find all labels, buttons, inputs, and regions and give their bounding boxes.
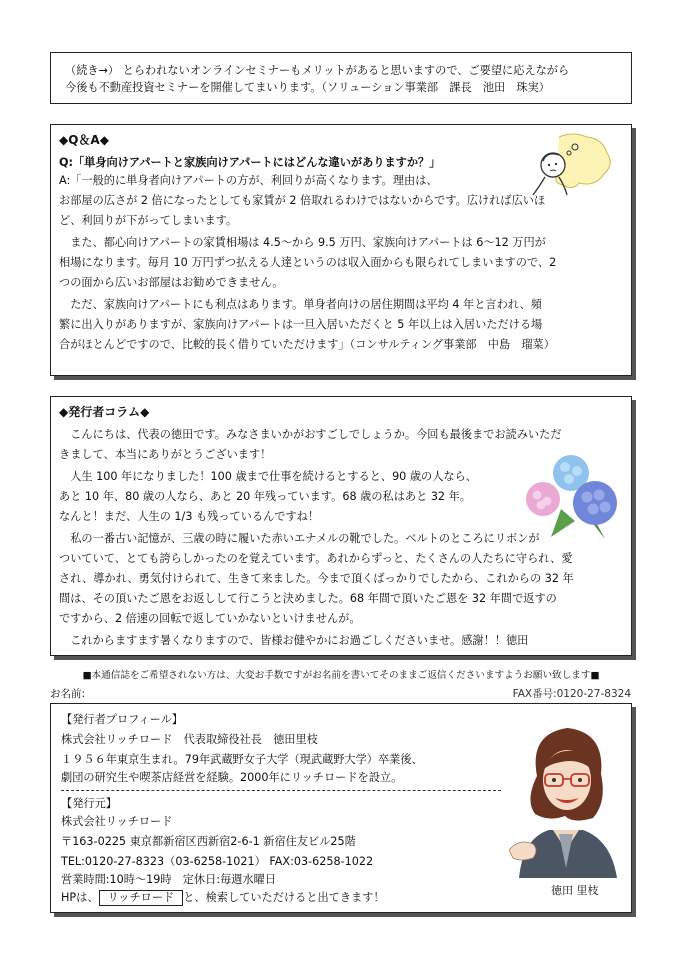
qa-line-9: 合がほとんどですので、比較的長く借りていただけます」（コンサルティング事業部 中島 瑠菜） (59, 338, 555, 351)
qa-line-4: また、都心向けアパートの家賃相場は 4.5～から 9.5 万円、家族向けアパートは 6～12 万円が (59, 236, 546, 249)
dashed-divider (61, 790, 501, 791)
qa-line-7: ただ、家族向けアパートにも利点はあります。単身者向けの居住期間は平均 4 年と言われ、頻 (59, 298, 542, 311)
publisher-address: 〒163-0225 東京都新宿区西新宿2-6-1 新宿住友ビル25階 (61, 835, 356, 848)
hydrangea-illustration (521, 451, 627, 541)
qa-line-2: お部屋の広さが 2 倍になったとしても家賃が 2 倍取れるわけではないからです。広ければ広いほ (59, 194, 546, 207)
column-line-9: 間は、その頂いたご恩をお返しして行こうと決めました。68 年間で頂いたご恩を 32 年間で返すの (59, 592, 557, 605)
continuation-line-2: 今後も不動産投資セミナーを開催してまいります。（ソリューション事業部 課長 池田 珠実） (65, 81, 550, 94)
qa-line-5: 相場になります。毎月 10 万円ずつ払える人達というのは収入面からも限られてしまいますので、2 (59, 256, 557, 269)
publisher-phone-fax: TEL:0120-27-8323（03-6258-1021） FAX:03-6258-1022 (61, 855, 374, 868)
column-line-10: ですから、2 倍速の回転で返していかないといけませんが。 (59, 612, 361, 625)
hp-prefix: HPは、 (61, 891, 99, 904)
thinking-person-illustration (529, 131, 615, 197)
column-heading: ◆発行者コラム◆ (59, 405, 150, 419)
hp-search-line (61, 890, 385, 906)
publisher-heading: 【発行元】 (61, 797, 117, 810)
fax-number: FAX番号:0120-27-8324 (512, 688, 631, 700)
qa-box (50, 124, 632, 376)
column-line-8: され、導かれ、勇気付けられて、生きて来ました。今まで頂くばっかりでしたから、これからの 32 年 (59, 572, 574, 585)
column-line-2: きまして、本当にありがとうございます！ (59, 448, 272, 461)
portrait-caption: 徳田 里枝 (551, 884, 599, 897)
publisher-column-box (50, 396, 632, 656)
hp-suffix: と、検索していただけると出てきます！ (183, 891, 385, 904)
qa-line-8: 繁に出入りがありますが、家族向けアパートは一旦入居いただくと 5 年以上は入居いただける場 (59, 318, 543, 331)
column-line-5: なんと！まだ、人生の 1/3 も残っているんですね！ (59, 510, 320, 523)
publisher-name: 株式会社リッチロード (61, 815, 173, 828)
profile-line-2: １９５６年東京生まれ。79年武蔵野女子大学（現武蔵野大学）卒業後、 (61, 753, 423, 766)
column-line-4: あと 10 年、80 歳の人なら、あと 20 年残っています。68 歳の私はあと 32 年。 (59, 490, 471, 503)
qa-line-3: ど、利回りが下がってしまいます。 (59, 214, 238, 227)
profile-box (50, 703, 632, 913)
qa-heading: ◆Q＆A◆ (59, 133, 109, 147)
continuation-box (50, 52, 632, 104)
qa-line-6: つの面から広いお部屋はお勧めできません。 (59, 276, 284, 289)
qa-question: Q:「単身向けアパートと家族向けアパートにはどんな違いがありますか？」 (59, 156, 441, 169)
column-line-1: こんにちは、代表の徳田です。みなさまいかがおすごしでしょうか。今回も最後までお読みいただ (59, 428, 562, 441)
unsubscribe-notice: ■本通信誌をご希望されない方は、大変お手数ですがお名前を書いてそのままご返信くださいますようお願い致します■ (82, 670, 600, 681)
business-hours: 営業時間:10時～19時 定休日:毎週水曜日 (61, 873, 277, 886)
profile-line-3: 劇団の研究生や喫茶店経営を経験。2000年にリッチロードを設立。 (61, 771, 403, 784)
column-line-3: 人生 100 年になりました！100 歳まで仕事を続けるとすると、90 歳の人なら、 (59, 470, 477, 483)
column-line-6: 私の一番古い記憶が、三歳の時に履いた赤いエナメルの靴でした。ベルトのところにリボンが (59, 532, 540, 545)
column-line-7: ついていて、とても誇らしかったのを覚えています。あれからずっと、たくさんの人たちに守られ、愛 (59, 552, 573, 565)
search-keyword-box: リッチロード (99, 890, 184, 906)
continuation-line-1: （続き→） とらわれないオンラインセミナーもメリットがあると思いますので、ご要望に応えながら (65, 64, 570, 77)
profile-line-1: 株式会社リッチロード 代表取締役社長 徳田里枝 (61, 733, 318, 746)
profile-heading: 【発行者プロフィール】 (61, 713, 183, 726)
name-label: お名前: (50, 688, 86, 700)
column-line-11: これからますます暑くなりますので、皆様お健やかにお過ごしくださいませ。感謝！！徳田 (59, 634, 529, 647)
qa-line-1: A:「一般的に単身者向けアパートの方が、利回りが高くなります。理由は、 (59, 174, 438, 187)
portrait-illustration (509, 718, 623, 878)
